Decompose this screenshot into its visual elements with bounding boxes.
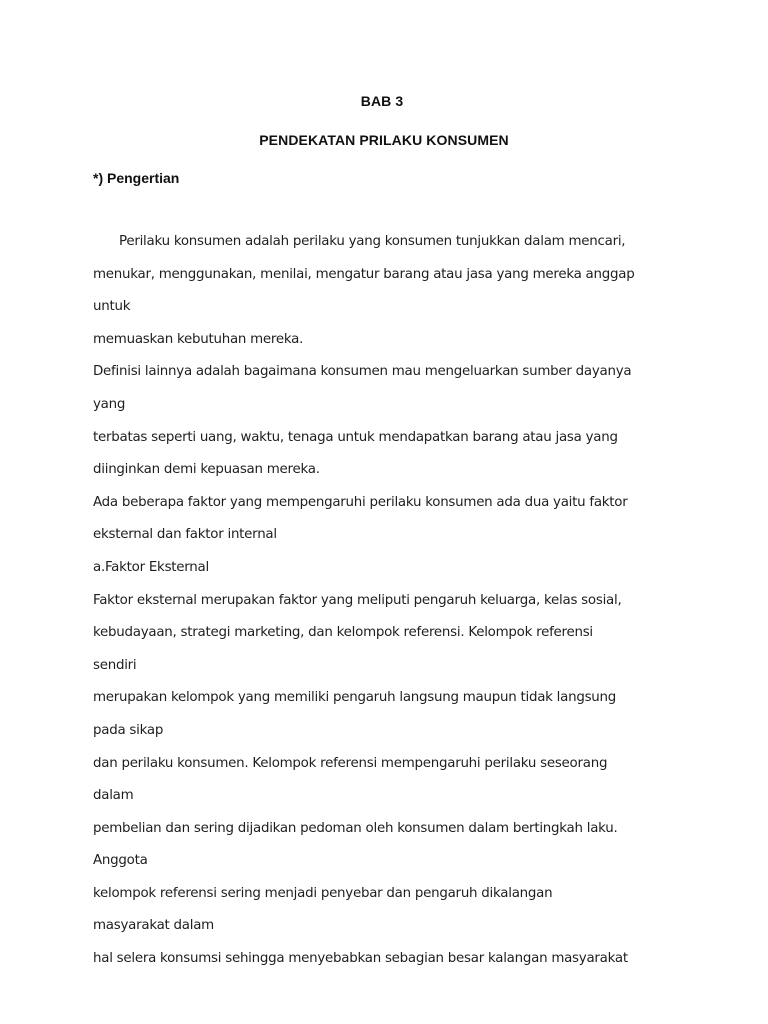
text-line: eksternal dan faktor internal — [93, 527, 277, 543]
text-line: yang — [93, 396, 126, 412]
text-line: diinginkan demi kepuasan mereka. — [93, 462, 320, 478]
text-line: untuk — [93, 299, 131, 315]
body-text — [93, 232, 693, 982]
text-line: Ada beberapa faktor yang mempengaruhi perilaku konsumen ada dua yaitu faktor — [93, 494, 628, 510]
text-line: memuaskan kebutuhan mereka. — [93, 331, 304, 347]
text-line: sendiri — [93, 657, 137, 673]
text-line: pembelian dan sering dijadikan pedoman oleh konsumen dalam bertingkah laku. — [93, 820, 618, 836]
text-line: hal selera konsumsi sehingga menyebabkan sebagian besar kalangan masyarakat — [93, 951, 628, 967]
section-heading: *) Pengertian — [93, 170, 180, 186]
text-line: kelompok referensi sering menjadi penyebar dan pengaruh dikalangan — [93, 885, 553, 901]
text-line: dan perilaku konsumen. Kelompok referensi mempengaruhi perilaku seseorang — [93, 755, 608, 771]
text-line: Anggota — [93, 853, 148, 869]
page-title: PENDEKATAN PRILAKU KONSUMEN — [259, 132, 509, 148]
text-line: merupakan kelompok yang memiliki pengaruh langsung maupun tidak langsung — [93, 690, 617, 706]
text-line: dalam — [93, 788, 134, 804]
text-line: pada sikap — [93, 722, 164, 738]
subsection-heading: a.Faktor Eksternal — [93, 559, 209, 575]
text-line: menukar, menggunakan, menilai, mengatur barang atau jasa yang mereka anggap — [93, 266, 635, 282]
text-line: kebudayaan, strategi marketing, dan kelompok referensi. Kelompok referensi — [93, 625, 593, 641]
chapter-heading: BAB 3 — [360, 93, 404, 109]
text-line: terbatas seperti uang, waktu, tenaga untuk mendapatkan barang atau jasa yang — [93, 429, 618, 445]
text-line: Definisi lainnya adalah bagaimana konsumen mau mengeluarkan sumber dayanya — [93, 364, 632, 380]
text-line: Perilaku konsumen adalah perilaku yang konsumen tunjukkan dalam mencari, — [119, 234, 626, 249]
text-line: masyarakat dalam — [93, 918, 214, 934]
text-line: Faktor eksternal merupakan faktor yang meliputi pengaruh keluarga, kelas sosial, — [93, 592, 622, 608]
